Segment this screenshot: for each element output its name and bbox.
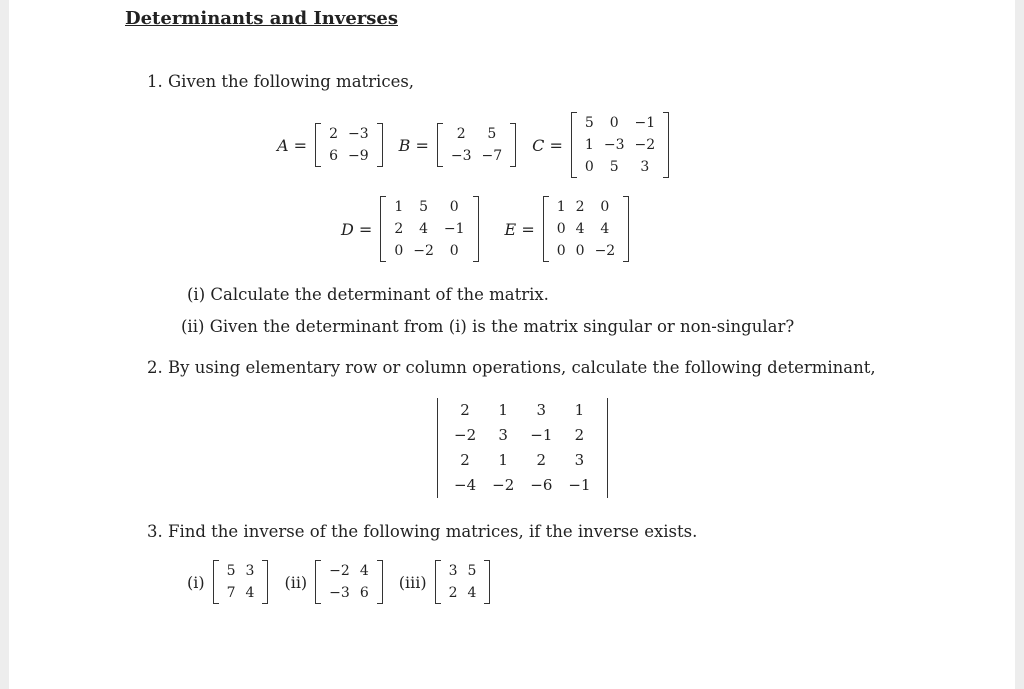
matrix-row <box>324 123 374 145</box>
question-1 <box>147 72 414 91</box>
inverse-matrix-i <box>213 560 269 604</box>
matrix-row <box>324 560 374 582</box>
matrix-row <box>580 112 660 134</box>
matrix-row <box>389 218 469 240</box>
matrix-entry: 5 <box>487 126 497 142</box>
matrix-entry: −3 <box>329 585 350 601</box>
matrix-table <box>222 560 260 604</box>
matrix-table <box>324 560 374 604</box>
matrix-label: A = <box>277 135 308 155</box>
matrix-entry: 0 <box>449 243 459 259</box>
matrix-b <box>437 123 516 167</box>
question-3 <box>147 522 697 541</box>
item-number: (ii) <box>284 572 308 592</box>
matrix-entry: −1 <box>634 115 656 131</box>
determinant-4x4 <box>437 398 608 498</box>
matrix-entry: 4 <box>245 585 255 601</box>
matrix-entry: 2 <box>329 126 338 142</box>
document-page <box>9 0 1015 689</box>
matrix-entry: −2 <box>634 137 656 153</box>
matrix-a <box>315 123 383 167</box>
matrix-table <box>580 112 660 178</box>
matrix-entry: 5 <box>584 115 594 131</box>
matrix-entry: 3 <box>448 563 458 579</box>
matrix-entry: 0 <box>609 115 619 131</box>
matrix-row <box>222 560 260 582</box>
matrix-entry: −2 <box>413 243 434 259</box>
matrix-table <box>389 196 469 262</box>
matrix-entry: −2 <box>492 476 515 494</box>
determinant-row <box>437 398 624 498</box>
matrix-entry: 0 <box>584 159 594 175</box>
matrix-entry: 2 <box>456 126 466 142</box>
matrix-row <box>444 582 482 604</box>
matrix-row <box>444 560 482 582</box>
matrix-table <box>324 123 374 167</box>
item-number: (iii) <box>398 572 427 592</box>
matrix-table <box>444 560 482 604</box>
matrix-entry: −1 <box>568 476 591 494</box>
matrix-entry: 5 <box>226 563 236 579</box>
matrix-entry: −3 <box>450 148 472 164</box>
matrix-entry: 3 <box>245 563 255 579</box>
matrix-entry: 1 <box>498 401 508 419</box>
matrix-table <box>446 398 599 498</box>
matrix-row <box>446 448 599 473</box>
matrix-entry: −6 <box>530 476 553 494</box>
matrix-row <box>446 423 599 448</box>
matrix-d <box>380 196 478 262</box>
matrix-row <box>324 582 374 604</box>
page-title: Determinants and Inverses <box>125 8 398 29</box>
matrix-entry: 5 <box>467 563 477 579</box>
matrix-entry: 6 <box>329 148 338 164</box>
matrix-row <box>446 473 599 498</box>
question-2 <box>147 358 876 377</box>
question-number: 1. <box>147 72 163 91</box>
matrix-entry: 1 <box>394 199 404 215</box>
matrix-entry: 4 <box>359 563 369 579</box>
part-text: Given the determinant from (i) is the matrix singular or non-singular? <box>209 317 795 336</box>
matrix-entry: −3 <box>347 126 369 142</box>
q1-part-i <box>187 285 549 304</box>
inverse-matrices-row <box>187 560 506 604</box>
matrix-entry: 5 <box>419 199 429 215</box>
matrix-entry: 7 <box>226 585 236 601</box>
matrix-entry: 1 <box>498 451 508 469</box>
matrix-table <box>446 123 507 167</box>
matrix-entry: 5 <box>609 159 619 175</box>
matrix-entry: −9 <box>347 148 369 164</box>
matrix-entry: 2 <box>536 451 547 469</box>
matrix-row <box>580 134 660 156</box>
part-number: (ii) <box>181 317 205 336</box>
matrix-table <box>552 196 620 262</box>
question-number: 2. <box>147 358 163 377</box>
item-number: (i) <box>187 572 205 592</box>
matrix-entry: −2 <box>454 426 477 444</box>
matrix-row <box>552 218 620 240</box>
matrix-label: E = <box>504 219 535 239</box>
matrix-entry: 0 <box>556 243 566 259</box>
inverse-matrix-ii <box>315 560 383 604</box>
matrix-entry: 0 <box>600 199 610 215</box>
matrix-row-2 <box>341 196 645 262</box>
matrix-entry: 0 <box>575 243 585 259</box>
matrix-row <box>552 240 620 262</box>
question-text: By using elementary row or column operations, calculate the following determinant, <box>168 358 876 377</box>
matrix-row <box>222 582 260 604</box>
matrix-entry: 3 <box>640 159 650 175</box>
matrix-entry: 1 <box>574 401 585 419</box>
question-text: Given the following matrices, <box>168 72 415 91</box>
matrix-entry: −1 <box>443 221 465 237</box>
matrix-entry: −3 <box>603 137 625 153</box>
matrix-label: D = <box>341 219 373 239</box>
matrix-entry: 3 <box>498 426 508 444</box>
matrix-entry: −2 <box>594 243 616 259</box>
matrix-entry: −1 <box>530 426 553 444</box>
matrix-entry: 0 <box>394 243 404 259</box>
part-text: Calculate the determinant of the matrix. <box>210 285 549 304</box>
matrix-entry: 6 <box>359 585 369 601</box>
matrix-entry: −7 <box>481 148 503 164</box>
matrix-c <box>571 112 669 178</box>
matrix-entry: 3 <box>574 451 585 469</box>
matrix-entry: 1 <box>584 137 594 153</box>
matrix-entry: −4 <box>454 476 477 494</box>
matrix-entry: 2 <box>575 199 585 215</box>
matrix-entry: 2 <box>460 401 470 419</box>
matrix-row-1 <box>277 112 685 178</box>
part-number: (i) <box>187 285 206 304</box>
matrix-entry: 0 <box>556 221 566 237</box>
matrix-entry: 2 <box>394 221 404 237</box>
matrix-entry: 3 <box>536 401 547 419</box>
matrix-entry: 2 <box>460 451 470 469</box>
matrix-entry: −2 <box>329 563 350 579</box>
q1-part-ii <box>181 317 794 336</box>
matrix-label: C = <box>532 135 563 155</box>
matrix-entry: 2 <box>448 585 458 601</box>
question-number: 3. <box>147 522 163 541</box>
inverse-matrix-iii <box>435 560 491 604</box>
matrix-e <box>543 196 629 262</box>
question-text: Find the inverse of the following matrices, if the inverse exists. <box>168 522 698 541</box>
matrix-row <box>580 156 660 178</box>
matrix-entry: 1 <box>556 199 566 215</box>
matrix-row <box>446 123 507 145</box>
matrix-row <box>324 145 374 167</box>
matrix-row <box>389 240 469 262</box>
matrix-entry: 0 <box>449 199 459 215</box>
matrix-entry: 4 <box>419 221 429 237</box>
matrix-entry: 2 <box>574 426 585 444</box>
matrix-row <box>389 196 469 218</box>
matrix-entry: 4 <box>467 585 477 601</box>
matrix-row <box>446 398 599 423</box>
matrix-row <box>446 145 507 167</box>
matrix-entry: 4 <box>575 221 585 237</box>
matrix-entry: 4 <box>600 221 610 237</box>
matrix-row <box>552 196 620 218</box>
matrix-label: B = <box>398 135 429 155</box>
